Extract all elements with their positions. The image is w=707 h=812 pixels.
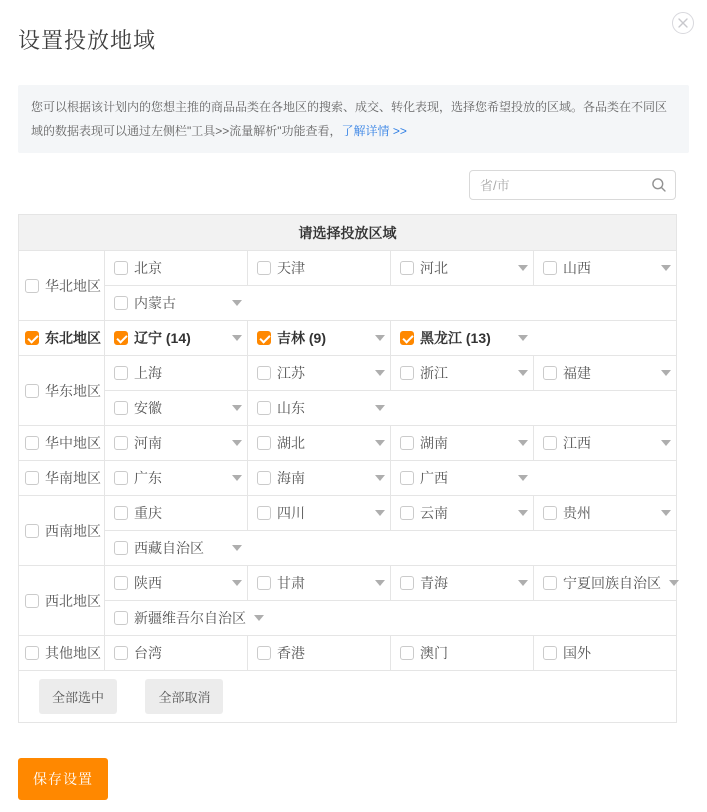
province-label: 安徽 <box>134 400 162 416</box>
checkbox-qinghai[interactable] <box>400 576 414 590</box>
deselect-all-button[interactable]: 全部取消 <box>145 679 223 714</box>
chevron-down-icon[interactable] <box>375 475 385 481</box>
table-header: 请选择投放区域 <box>19 215 677 251</box>
province-label: 宁夏回族自治区 <box>563 575 661 591</box>
checkbox-xinan[interactable] <box>25 524 39 538</box>
chevron-down-icon[interactable] <box>669 580 679 586</box>
province-label: 广东 <box>134 470 162 486</box>
province-label: 上海 <box>134 365 162 381</box>
chevron-down-icon[interactable] <box>661 370 671 376</box>
province-label: 四川 <box>277 505 305 521</box>
province-option-shaanxi[interactable] <box>114 573 242 593</box>
cell-gansu <box>248 566 391 601</box>
table-row <box>19 566 677 601</box>
province-city-search-input[interactable] <box>469 170 676 200</box>
checkbox-heilongjiang[interactable] <box>400 331 414 345</box>
checkbox-hunan[interactable] <box>400 436 414 450</box>
province-label: 浙江 <box>420 365 448 381</box>
region-label: 其他地区 <box>45 645 101 661</box>
chevron-down-icon[interactable] <box>232 335 242 341</box>
chevron-down-icon[interactable] <box>232 545 242 551</box>
table-row <box>19 636 677 671</box>
checkbox-neimenggu[interactable] <box>114 296 128 310</box>
region-label: 东北地区 <box>45 330 101 346</box>
province-option-beijing[interactable] <box>114 258 242 278</box>
cell-guangxi <box>391 461 677 496</box>
checkbox-henan[interactable] <box>114 436 128 450</box>
region-label: 华东地区 <box>45 382 101 399</box>
cell-guizhou <box>534 496 677 531</box>
checkbox-overseas[interactable] <box>543 646 557 660</box>
cell-jilin <box>248 321 391 356</box>
table-row <box>19 461 677 496</box>
chevron-down-icon[interactable] <box>518 510 528 516</box>
table-row <box>19 531 677 566</box>
checkbox-guangxi[interactable] <box>400 471 414 485</box>
checkbox-jilin[interactable] <box>257 331 271 345</box>
search-row <box>18 170 676 200</box>
province-option-jiangxi[interactable] <box>543 433 671 453</box>
cell-zhejiang <box>391 356 534 391</box>
checkbox-shanxi[interactable] <box>543 261 557 275</box>
cell-anhui <box>105 391 248 426</box>
table-row <box>19 496 677 531</box>
province-label: 国外 <box>563 645 591 661</box>
chevron-down-icon[interactable] <box>232 440 242 446</box>
cell-hunan <box>391 426 534 461</box>
chevron-down-icon[interactable] <box>518 440 528 446</box>
region-option-huabei[interactable] <box>25 276 101 296</box>
cell-neimenggu <box>105 286 677 321</box>
province-option-hunan[interactable] <box>400 433 528 453</box>
cell-shanghai <box>105 356 248 391</box>
cell-xizang <box>105 531 677 566</box>
cell-region-huazhong <box>19 426 105 461</box>
region-option-xinan[interactable] <box>25 521 101 541</box>
checkbox-huadong[interactable] <box>25 384 39 398</box>
cell-hebei <box>391 251 534 286</box>
checkbox-hebei[interactable] <box>400 261 414 275</box>
table-row <box>19 321 677 356</box>
table-row <box>19 391 677 426</box>
checkbox-xinjiang[interactable] <box>114 611 128 625</box>
region-label: 华北地区 <box>45 277 101 294</box>
checkbox-dongbei[interactable] <box>25 331 39 345</box>
chevron-down-icon[interactable] <box>375 510 385 516</box>
checkbox-guangdong[interactable] <box>114 471 128 485</box>
checkbox-taiwan[interactable] <box>114 646 128 660</box>
checkbox-tianjin[interactable] <box>257 261 271 275</box>
region-option-dongbei[interactable] <box>25 328 101 348</box>
checkbox-shandong[interactable] <box>257 401 271 415</box>
checkbox-shaanxi[interactable] <box>114 576 128 590</box>
checkbox-sichuan[interactable] <box>257 506 271 520</box>
table-row <box>19 356 677 391</box>
province-option-hainan[interactable] <box>257 468 385 488</box>
cell-hubei <box>248 426 391 461</box>
province-option-shanxi[interactable] <box>543 258 671 278</box>
province-label: 天津 <box>277 260 305 276</box>
province-option-shandong[interactable] <box>257 398 385 418</box>
province-option-chongqing[interactable] <box>114 503 242 523</box>
cell-region-xibei <box>19 566 105 636</box>
cell-region-huadong <box>19 356 105 426</box>
province-label: 内蒙古 <box>134 295 176 311</box>
province-option-hongkong[interactable] <box>257 643 385 663</box>
province-label: 广西 <box>420 470 448 486</box>
checkbox-jiangsu[interactable] <box>257 366 271 380</box>
province-option-shanghai[interactable] <box>114 363 242 383</box>
province-option-tianjin[interactable] <box>257 258 385 278</box>
province-label: 陕西 <box>134 575 162 591</box>
cell-jiangsu <box>248 356 391 391</box>
province-option-guangxi[interactable] <box>400 468 528 488</box>
province-label: 山西 <box>563 260 591 276</box>
province-option-taiwan[interactable] <box>114 643 242 663</box>
region-label: 西南地区 <box>45 522 101 539</box>
search-icon[interactable] <box>651 177 667 193</box>
cell-region-qita <box>19 636 105 671</box>
checkbox-yunnan[interactable] <box>400 506 414 520</box>
cell-overseas <box>534 636 677 671</box>
checkbox-macau[interactable] <box>400 646 414 660</box>
cell-sichuan <box>248 496 391 531</box>
province-option-anhui[interactable] <box>114 398 242 418</box>
region-table <box>18 214 677 723</box>
cell-macau <box>391 636 534 671</box>
province-option-xizang[interactable] <box>114 538 242 558</box>
region-option-huazhong[interactable] <box>25 433 101 453</box>
cell-heilongjiang <box>391 321 677 356</box>
checkbox-chongqing[interactable] <box>114 506 128 520</box>
province-label: 湖南 <box>420 435 448 451</box>
province-label: 江苏 <box>277 365 305 381</box>
province-label: 辽宁 (14) <box>134 330 191 346</box>
checkbox-zhejiang[interactable] <box>400 366 414 380</box>
checkbox-guizhou[interactable] <box>543 506 557 520</box>
province-label: 河南 <box>134 435 162 451</box>
province-option-qinghai[interactable] <box>400 573 528 593</box>
region-option-xibei[interactable] <box>25 591 101 611</box>
bulk-actions-cell <box>19 671 677 723</box>
table-row <box>19 426 677 461</box>
checkbox-huazhong[interactable] <box>25 436 39 450</box>
cell-guangdong <box>105 461 248 496</box>
chevron-down-icon[interactable] <box>232 475 242 481</box>
region-option-qita[interactable] <box>25 643 101 663</box>
region-label: 华中地区 <box>45 435 101 451</box>
chevron-down-icon[interactable] <box>232 300 242 306</box>
cell-taiwan <box>105 636 248 671</box>
checkbox-ningxia[interactable] <box>543 576 557 590</box>
chevron-down-icon[interactable] <box>232 405 242 411</box>
province-label: 江西 <box>563 435 591 451</box>
checkbox-anhui[interactable] <box>114 401 128 415</box>
region-label: 西北地区 <box>45 592 101 609</box>
checkbox-jiangxi[interactable] <box>543 436 557 450</box>
checkbox-gansu[interactable] <box>257 576 271 590</box>
save-settings-button[interactable]: 保存设置 <box>18 758 108 800</box>
chevron-down-icon[interactable] <box>518 265 528 271</box>
chevron-down-icon[interactable] <box>518 475 528 481</box>
cell-region-huanan <box>19 461 105 496</box>
province-label: 青海 <box>420 575 448 591</box>
checkbox-huabei[interactable] <box>25 279 39 293</box>
close-icon <box>678 18 688 28</box>
province-label: 新疆维吾尔自治区 <box>134 610 246 626</box>
province-option-hebei[interactable] <box>400 258 528 278</box>
chevron-down-icon[interactable] <box>518 580 528 586</box>
checkbox-fujian[interactable] <box>543 366 557 380</box>
province-label: 海南 <box>277 470 305 486</box>
province-option-gansu[interactable] <box>257 573 385 593</box>
province-option-sichuan[interactable] <box>257 503 385 523</box>
cell-qinghai <box>391 566 534 601</box>
province-option-henan[interactable] <box>114 433 242 453</box>
province-option-liaoning[interactable] <box>114 328 242 348</box>
chevron-down-icon[interactable] <box>375 405 385 411</box>
province-label: 澳门 <box>420 645 448 661</box>
cell-beijing <box>105 251 248 286</box>
province-option-jiangsu[interactable] <box>257 363 385 383</box>
province-label: 重庆 <box>134 505 162 521</box>
chevron-down-icon[interactable] <box>661 265 671 271</box>
cell-yunnan <box>391 496 534 531</box>
province-option-jilin[interactable] <box>257 328 385 348</box>
province-option-heilongjiang[interactable] <box>400 328 528 348</box>
province-label: 西藏自治区 <box>134 540 204 556</box>
cell-ningxia <box>534 566 677 601</box>
province-label: 河北 <box>420 260 448 276</box>
cell-hongkong <box>248 636 391 671</box>
chevron-down-icon[interactable] <box>661 510 671 516</box>
cell-region-huabei <box>19 251 105 321</box>
checkbox-liaoning[interactable] <box>114 331 128 345</box>
province-option-hubei[interactable] <box>257 433 385 453</box>
province-label: 甘肃 <box>277 575 305 591</box>
checkbox-qita[interactable] <box>25 646 39 660</box>
select-all-button[interactable]: 全部选中 <box>39 679 117 714</box>
province-option-ningxia[interactable] <box>543 573 679 593</box>
page-title: 设置投放地域 <box>18 28 157 53</box>
checkbox-shanghai[interactable] <box>114 366 128 380</box>
province-option-macau[interactable] <box>400 643 528 663</box>
cell-chongqing <box>105 496 248 531</box>
province-label: 贵州 <box>563 505 591 521</box>
table-row <box>19 251 677 286</box>
province-label: 台湾 <box>134 645 162 661</box>
province-label: 北京 <box>134 260 162 276</box>
cell-region-xinan <box>19 496 105 566</box>
cell-shandong <box>248 391 677 426</box>
province-option-yunnan[interactable] <box>400 503 528 523</box>
chevron-down-icon[interactable] <box>661 440 671 446</box>
chevron-down-icon[interactable] <box>518 370 528 376</box>
table-row <box>19 601 677 636</box>
province-option-overseas[interactable] <box>543 643 671 663</box>
cell-henan <box>105 426 248 461</box>
cell-jiangxi <box>534 426 677 461</box>
province-option-neimenggu[interactable] <box>114 293 242 313</box>
search-box <box>469 170 676 200</box>
cell-xinjiang <box>105 601 677 636</box>
cell-region-dongbei <box>19 321 105 356</box>
checkbox-huanan[interactable] <box>25 471 39 485</box>
province-label: 山东 <box>277 400 305 416</box>
notice-text: 您可以根据该计划内的您想主推的商品品类在各地区的搜索、成交、转化表现，选择您希望投放的区域。各品类在不同区域的数据表现可以通过左侧栏"工具>>流量解析"功能查看， <box>31 100 668 138</box>
region-label: 华南地区 <box>45 470 101 486</box>
checkbox-hongkong[interactable] <box>257 646 271 660</box>
province-option-fujian[interactable] <box>543 363 671 383</box>
cell-tianjin <box>248 251 391 286</box>
chevron-down-icon[interactable] <box>254 615 264 621</box>
province-label: 云南 <box>420 505 448 521</box>
province-label: 湖北 <box>277 435 305 451</box>
chevron-down-icon[interactable] <box>375 580 385 586</box>
province-option-guizhou[interactable] <box>543 503 671 523</box>
chevron-down-icon[interactable] <box>375 440 385 446</box>
checkbox-beijing[interactable] <box>114 261 128 275</box>
table-row <box>19 286 677 321</box>
notice-box <box>18 85 689 153</box>
cell-liaoning <box>105 321 248 356</box>
chevron-down-icon[interactable] <box>375 370 385 376</box>
province-label: 香港 <box>277 645 305 661</box>
province-option-xinjiang[interactable] <box>114 608 264 628</box>
table-footer-row <box>19 671 677 723</box>
chevron-down-icon[interactable] <box>375 335 385 341</box>
cell-fujian <box>534 356 677 391</box>
chevron-down-icon[interactable] <box>518 335 528 341</box>
chevron-down-icon[interactable] <box>232 580 242 586</box>
province-label: 福建 <box>563 365 591 381</box>
province-label: 黑龙江 (13) <box>420 330 491 346</box>
region-option-huanan[interactable] <box>25 468 101 488</box>
province-label: 吉林 (9) <box>277 330 326 346</box>
checkbox-xibei[interactable] <box>25 594 39 608</box>
learn-more-link[interactable]: 了解详情 >> <box>341 124 407 138</box>
province-option-zhejiang[interactable] <box>400 363 528 383</box>
checkbox-xizang[interactable] <box>114 541 128 555</box>
checkbox-hubei[interactable] <box>257 436 271 450</box>
province-option-guangdong[interactable] <box>114 468 242 488</box>
cell-hainan <box>248 461 391 496</box>
close-button[interactable] <box>672 12 694 34</box>
checkbox-hainan[interactable] <box>257 471 271 485</box>
cell-shaanxi <box>105 566 248 601</box>
cell-shanxi <box>534 251 677 286</box>
region-option-huadong[interactable] <box>25 381 101 401</box>
